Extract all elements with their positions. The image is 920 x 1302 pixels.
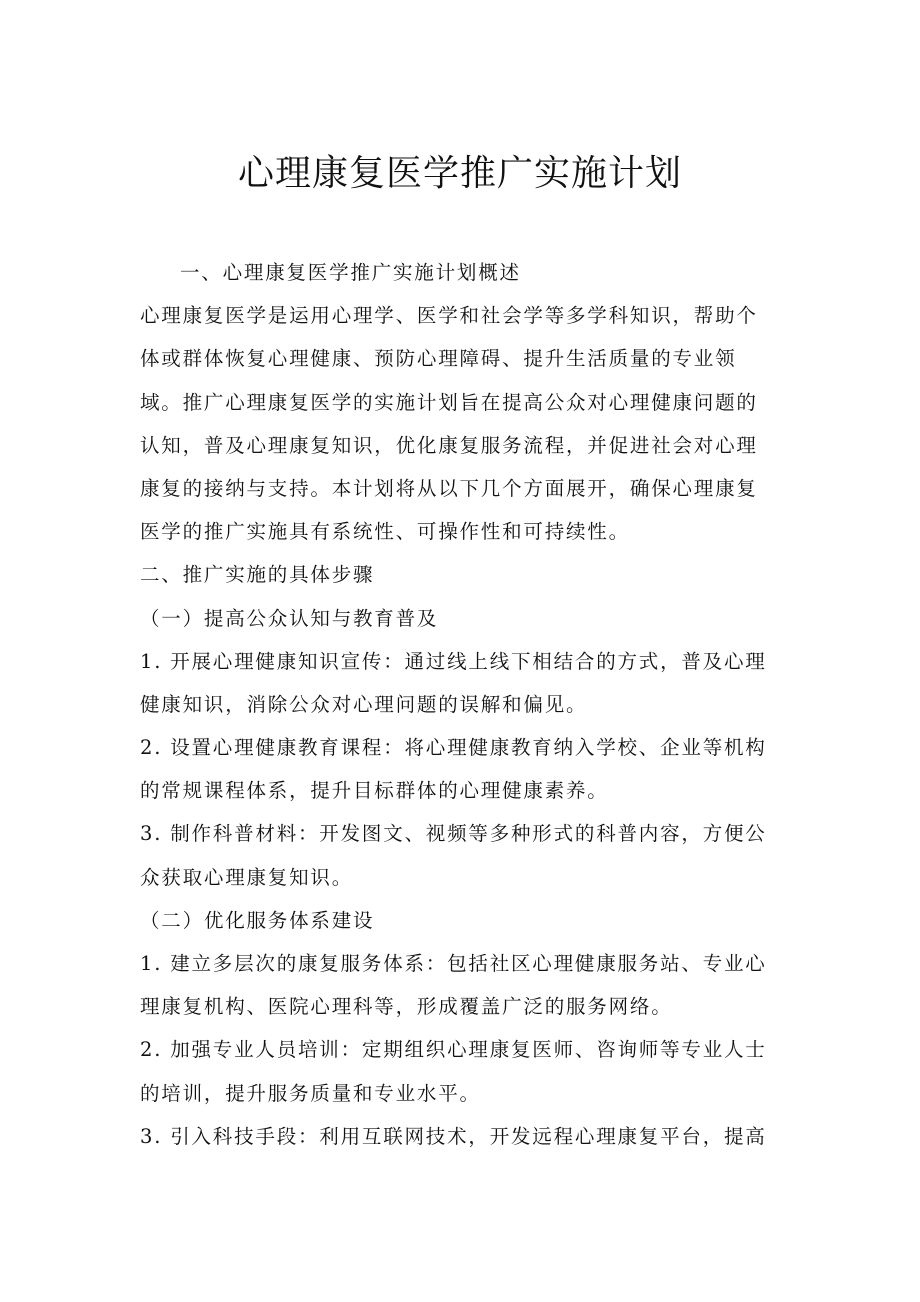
- paragraph-line: 认知，普及心理康复知识，优化康复服务流程，并促进社会对心理: [140, 433, 758, 457]
- paragraph-line: 域。推广心理康复医学的实施计划旨在提高公众对心理健康问题的: [140, 390, 758, 414]
- list-item-line: 众获取心理康复知识。: [140, 865, 354, 889]
- list-item-line: 的培训，提升服务质量和专业水平。: [140, 1081, 481, 1105]
- document-title: 心理康复医学推广实施计划: [237, 153, 682, 194]
- subsection-heading-2: （二）优化服务体系建设: [140, 908, 375, 932]
- paragraph-line: 康复的接纳与支持。本计划将从以下几个方面展开，确保心理康复: [140, 476, 758, 500]
- list-item-line: 2. 设置心理健康教育课程：将心理健康教育纳入学校、企业等机构: [140, 736, 767, 760]
- section-heading-1: 一、心理康复医学推广实施计划概述: [180, 261, 521, 284]
- paragraph-line: 医学的推广实施具有系统性、可操作性和可持续性。: [140, 520, 630, 544]
- list-item-line: 理康复机构、医院心理科等，形成覆盖广泛的服务网络。: [140, 995, 673, 1019]
- list-item-line: 健康知识，消除公众对心理问题的误解和偏见。: [140, 692, 588, 716]
- list-item-line: 3. 引入科技手段：利用互联网技术，开发远程心理康复平台，提高: [140, 1124, 767, 1148]
- list-item-line: 3. 制作科普材料：开发图文、视频等多种形式的科普内容，方便公: [140, 822, 767, 846]
- section-heading-2: 二、推广实施的具体步骤: [140, 563, 375, 587]
- paragraph-line: 体或群体恢复心理健康、预防心理障碍、提升生活质量的专业领: [140, 347, 737, 371]
- document-body: [140, 251, 780, 1158]
- paragraph-line: 心理康复医学是运用心理学、医学和社会学等多学科知识，帮助个: [140, 304, 758, 328]
- list-item-line: 的常规课程体系，提升目标群体的心理健康素养。: [140, 779, 609, 803]
- subsection-heading-1: （一）提高公众认知与教育普及: [140, 606, 439, 630]
- list-item-line: 1. 建立多层次的康复服务体系：包括社区心理健康服务站、专业心: [140, 952, 767, 975]
- list-item-line: 2. 加强专业人员培训：定期组织心理康复医师、咨询师等专业人士: [140, 1038, 767, 1062]
- list-item-line: 1. 开展心理健康知识宣传：通过线上线下相结合的方式，普及心理: [140, 649, 767, 673]
